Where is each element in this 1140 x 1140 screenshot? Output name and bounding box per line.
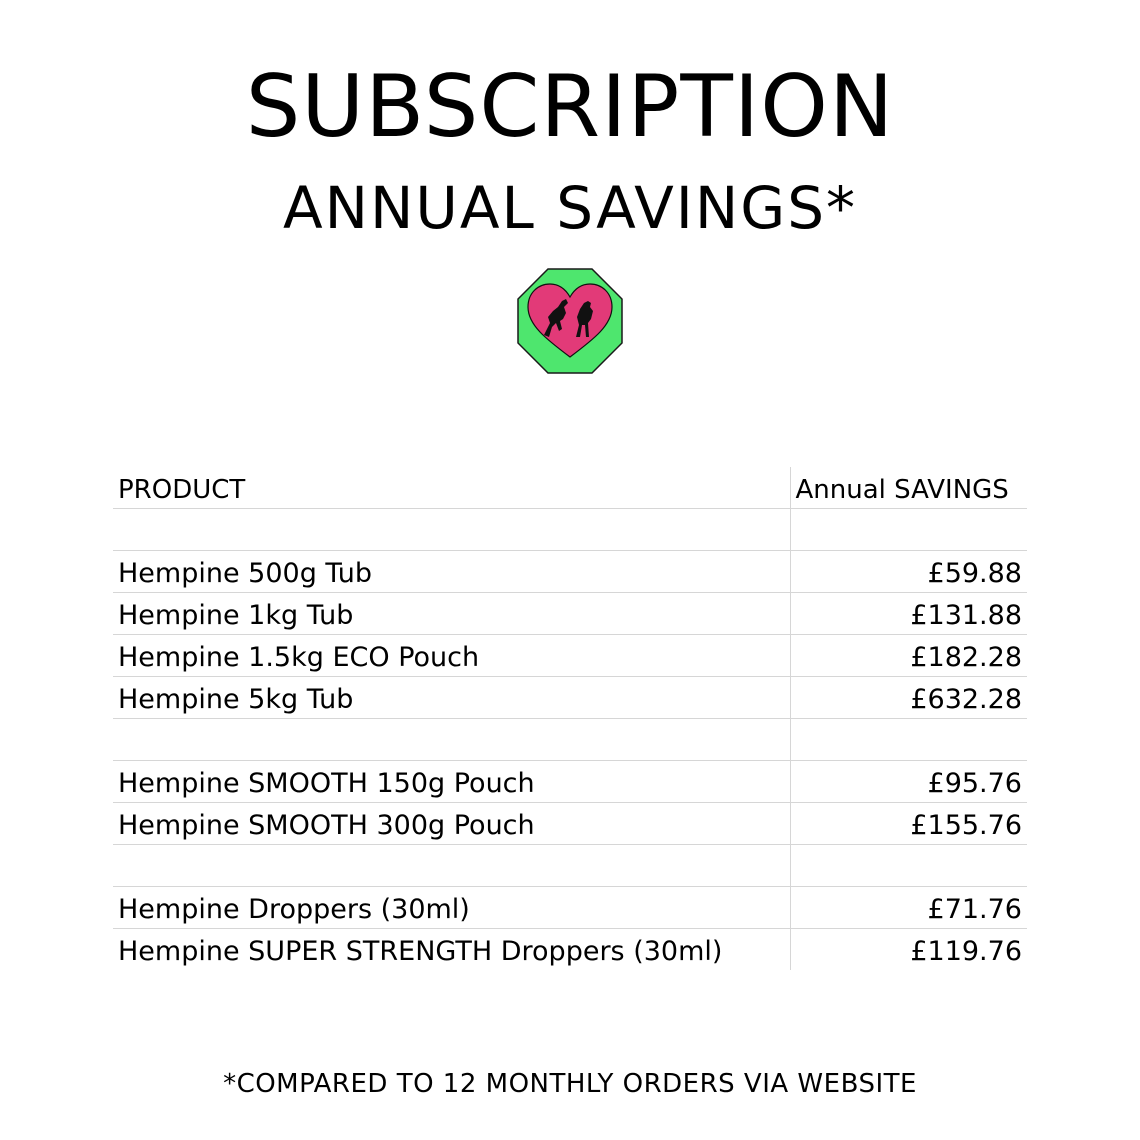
product-cell	[113, 845, 790, 887]
savings-cell	[790, 509, 1027, 551]
savings-cell: £119.76	[790, 929, 1027, 971]
product-cell: Hempine SMOOTH 300g Pouch	[113, 803, 790, 845]
footnote: *COMPARED TO 12 MONTHLY ORDERS VIA WEBSITE	[223, 1069, 917, 1099]
product-cell: Hempine 5kg Tub	[113, 677, 790, 719]
product-cell: Hempine Droppers (30ml)	[113, 887, 790, 929]
product-cell: Hempine SMOOTH 150g Pouch	[113, 761, 790, 803]
table-spacer-row	[113, 845, 1027, 887]
table-spacer-row	[113, 509, 1027, 551]
table-spacer-row	[113, 719, 1027, 761]
product-cell	[113, 509, 790, 551]
savings-column-header: Annual SAVINGS	[790, 467, 1027, 509]
table-row	[113, 887, 1027, 929]
table-row	[113, 761, 1027, 803]
savings-cell: £131.88	[790, 593, 1027, 635]
savings-cell: £59.88	[790, 551, 1027, 593]
table-row	[113, 803, 1027, 845]
table-header-row	[113, 467, 1027, 509]
page-subtitle: ANNUAL SAVINGS*	[282, 174, 858, 242]
savings-cell: £182.28	[790, 635, 1027, 677]
savings-cell	[790, 719, 1027, 761]
product-cell: Hempine 1.5kg ECO Pouch	[113, 635, 790, 677]
savings-cell: £95.76	[790, 761, 1027, 803]
product-cell: Hempine 1kg Tub	[113, 593, 790, 635]
table-row	[113, 677, 1027, 719]
savings-cell: £155.76	[790, 803, 1027, 845]
table-row	[113, 551, 1027, 593]
savings-cell: £632.28	[790, 677, 1027, 719]
savings-cell	[790, 845, 1027, 887]
table-row	[113, 593, 1027, 635]
product-cell: Hempine 500g Tub	[113, 551, 790, 593]
product-cell: Hempine SUPER STRENGTH Droppers (30ml)	[118, 936, 723, 967]
savings-cell: £71.76	[790, 887, 1027, 929]
table-row	[113, 929, 1027, 971]
heart-horse-dog-logo-icon	[516, 267, 624, 375]
savings-table	[113, 467, 1027, 970]
page-title: SUBSCRIPTION	[245, 57, 895, 157]
product-column-header: PRODUCT	[113, 467, 790, 509]
table-row	[113, 635, 1027, 677]
product-cell	[113, 719, 790, 761]
